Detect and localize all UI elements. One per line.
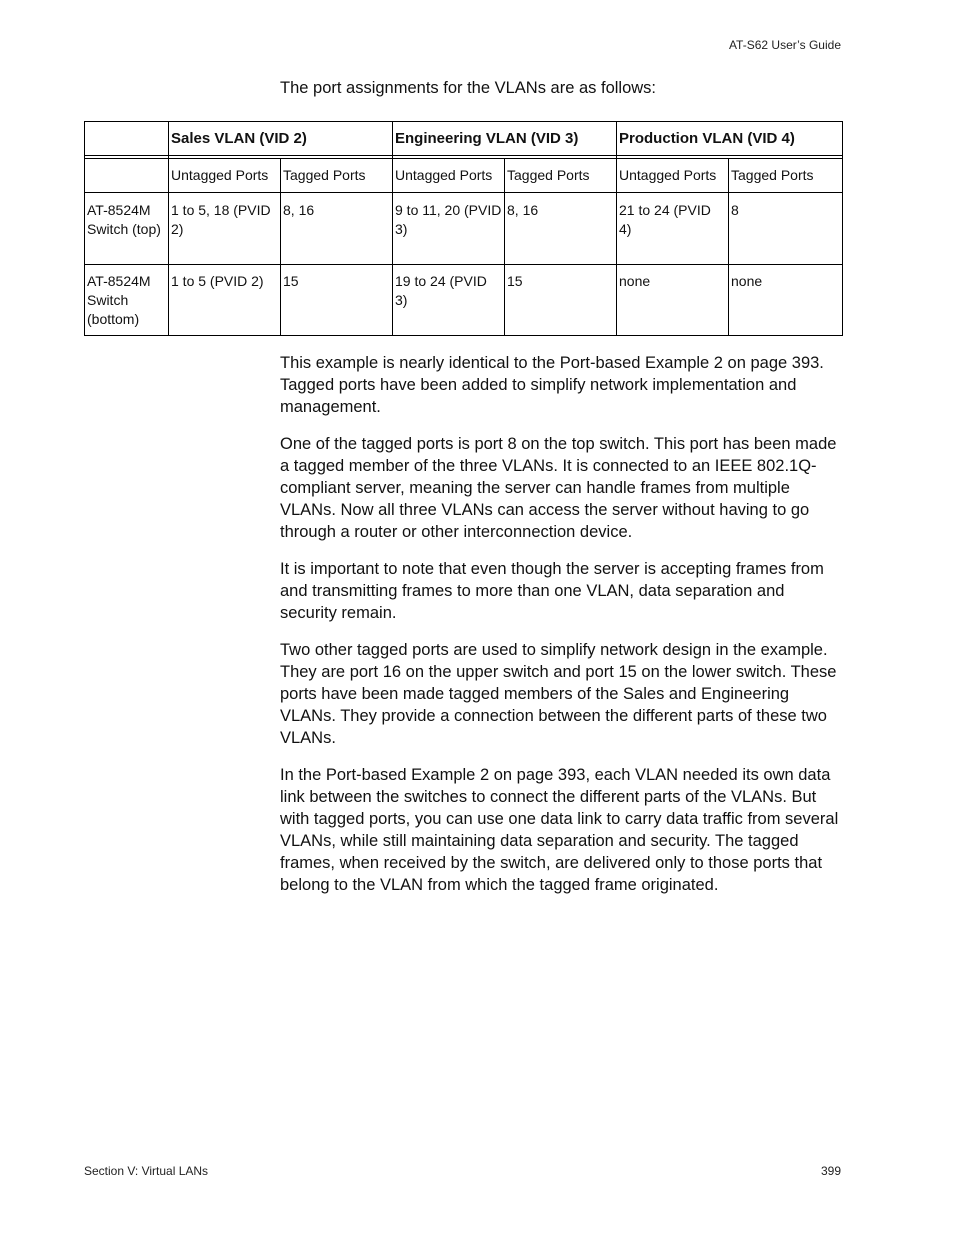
header-sales-vlan: Sales VLAN (VID 2)	[169, 122, 393, 156]
switch-label: AT-8524M Switch (bottom)	[85, 265, 169, 336]
table-cell: 15	[505, 265, 617, 336]
subheader-cell: Tagged Ports	[729, 159, 843, 193]
vlan-port-table	[84, 121, 843, 336]
running-header: AT-S62 User’s Guide	[728, 38, 841, 52]
subheader-cell: Tagged Ports	[505, 159, 617, 193]
switch-label: AT-8524M Switch (top)	[85, 193, 169, 265]
table-cell: 8, 16	[281, 193, 393, 265]
table-cell: 21 to 24 (PVID 4)	[617, 193, 729, 265]
paragraph: One of the tagged ports is port 8 on the top switch. This port has been made a tagged member of the three VLANs. It is connected to an IEEE 802.1Q-compliant server, meaning the server can handle frames from multiple VLANs. Now all three VLANs can access the server without having to go through a router or other interconnection device.	[280, 435, 837, 541]
table-header-row	[85, 122, 843, 156]
table-subheader-row	[85, 159, 843, 193]
table-cell: 1 to 5 (PVID 2)	[169, 265, 281, 336]
table-cell: 15	[281, 265, 393, 336]
body-text	[280, 352, 842, 911]
table-cell: 1 to 5, 18 (PVID 2)	[169, 193, 281, 265]
header-engineering-vlan: Engineering VLAN (VID 3)	[393, 122, 617, 156]
table-cell: 9 to 11, 20 (PVID 3)	[393, 193, 505, 265]
header-production-vlan: Production VLAN (VID 4)	[617, 122, 843, 156]
paragraph: Two other tagged ports are used to simplify network design in the example. They are port 16 on the upper switch and port 15 on the lower switch. These ports have been made tagged members of the Sales and Engineering VLANs. They provide a connection between the different parts of these two VLANs.	[280, 641, 837, 747]
header-cell-empty	[85, 122, 169, 156]
subheader-cell: Untagged Ports	[617, 159, 729, 193]
subheader-cell: Untagged Ports	[393, 159, 505, 193]
table-row	[85, 193, 843, 265]
paragraph: It is important to note that even though the server is accepting frames from and transmitting frames to more than one VLAN, data separation and security remain.	[280, 560, 824, 622]
subheader-cell: Untagged Ports	[169, 159, 281, 193]
table-cell: 8, 16	[505, 193, 617, 265]
table-intro: The port assignments for the VLANs are as follows:	[280, 79, 657, 97]
table-cell: none	[617, 265, 729, 336]
page-number: 399	[820, 1164, 841, 1178]
paragraph: In the Port-based Example 2 on page 393, each VLAN needed its own data link between the switches to connect the different parts of the VLANs. But with tagged ports, you can use one data link to carry data traffic from several VLANs, while still maintaining data separation and security. The tagged frames, when received by the switch, are delivered only to those ports that belong to the VLAN from which the tagged frame originated.	[280, 766, 839, 894]
paragraph: This example is nearly identical to the Port-based Example 2 on page 393. Tagged ports have been added to simplify network implementation and management.	[280, 354, 824, 416]
table-cell: 8	[729, 193, 843, 265]
table-cell: 19 to 24 (PVID 3)	[393, 265, 505, 336]
subheader-cell: Tagged Ports	[281, 159, 393, 193]
table-cell: none	[729, 265, 843, 336]
footer-section-title: Section V: Virtual LANs	[84, 1164, 209, 1178]
subheader-cell-empty	[85, 159, 169, 193]
table-row	[85, 265, 843, 336]
